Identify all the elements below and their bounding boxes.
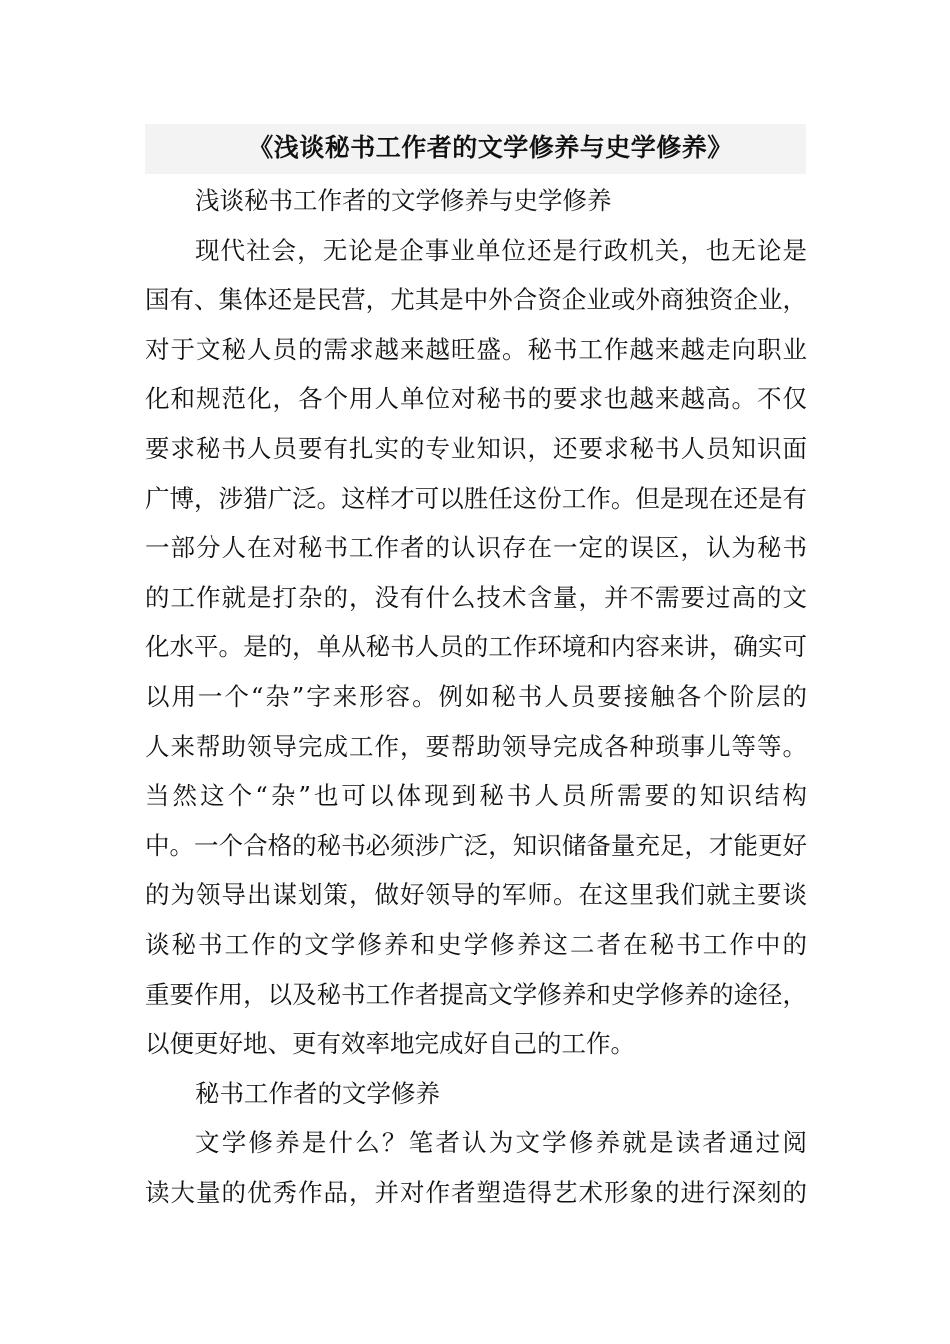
text-line: 以用一个“杂”字来形容。例如秘书人员要接触各个阶层的 (145, 681, 807, 711)
text-line: 要求秘书人员要有扎实的专业知识，还要求秘书人员知识面 (145, 433, 807, 463)
text-line: 人来帮助领导完成工作，要帮助领导完成各种琐事儿等等。 (145, 731, 807, 761)
text-line: 对于文秘人员的需求越来越旺盛。秘书工作越来越走向职业 (145, 334, 807, 364)
text-line: 文学修养是什么？笔者认为文学修养就是读者通过阅 (195, 1128, 807, 1158)
text-line: 读大量的优秀作品，并对作者塑造得艺术形象的进行深刻的 (145, 1177, 807, 1207)
text-line: 现代社会，无论是企事业单位还是行政机关，也无论是 (195, 235, 807, 265)
text-line: 当然这个“杂”也可以体现到秘书人员所需要的知识结构 (145, 781, 807, 811)
document-title: 《浅谈秘书工作者的文学修养与史学修养》 (248, 133, 733, 162)
text-line: 中。一个合格的秘书必须涉广泛，知识储备量充足，才能更好 (145, 830, 807, 860)
text-line: 的工作就是打杂的，没有什么技术含量，并不需要过高的文 (145, 582, 807, 612)
text-line: 秘书工作者的文学修养 (195, 1078, 440, 1108)
text-line: 重要作用，以及秘书工作者提高文学修养和史学修养的途径， (145, 979, 807, 1009)
text-line: 国有、集体还是民营，尤其是中外合资企业或外商独资企业， (145, 285, 807, 315)
text-line: 浅谈秘书工作者的文学修养与史学修养 (195, 186, 612, 215)
text-line: 广博，涉猎广泛。这样才可以胜任这份工作。但是现在还是有 (145, 483, 807, 513)
text-line: 的为领导出谋划策，做好领导的军师。在这里我们就主要谈 (145, 880, 807, 910)
text-line: 一部分人在对秘书工作者的认识存在一定的误区，认为秘书 (145, 533, 807, 563)
text-line: 以便更好地、更有效率地完成好自己的工作。 (145, 1029, 635, 1059)
document-body (145, 176, 807, 1217)
text-line: 谈秘书工作的文学修养和史学修养这二者在秘书工作中的 (145, 929, 807, 959)
text-line: 化和规范化，各个用人单位对秘书的要求也越来越高。不仅 (145, 384, 807, 414)
text-line: 化水平。是的，单从秘书人员的工作环境和内容来讲，确实可 (145, 632, 807, 662)
